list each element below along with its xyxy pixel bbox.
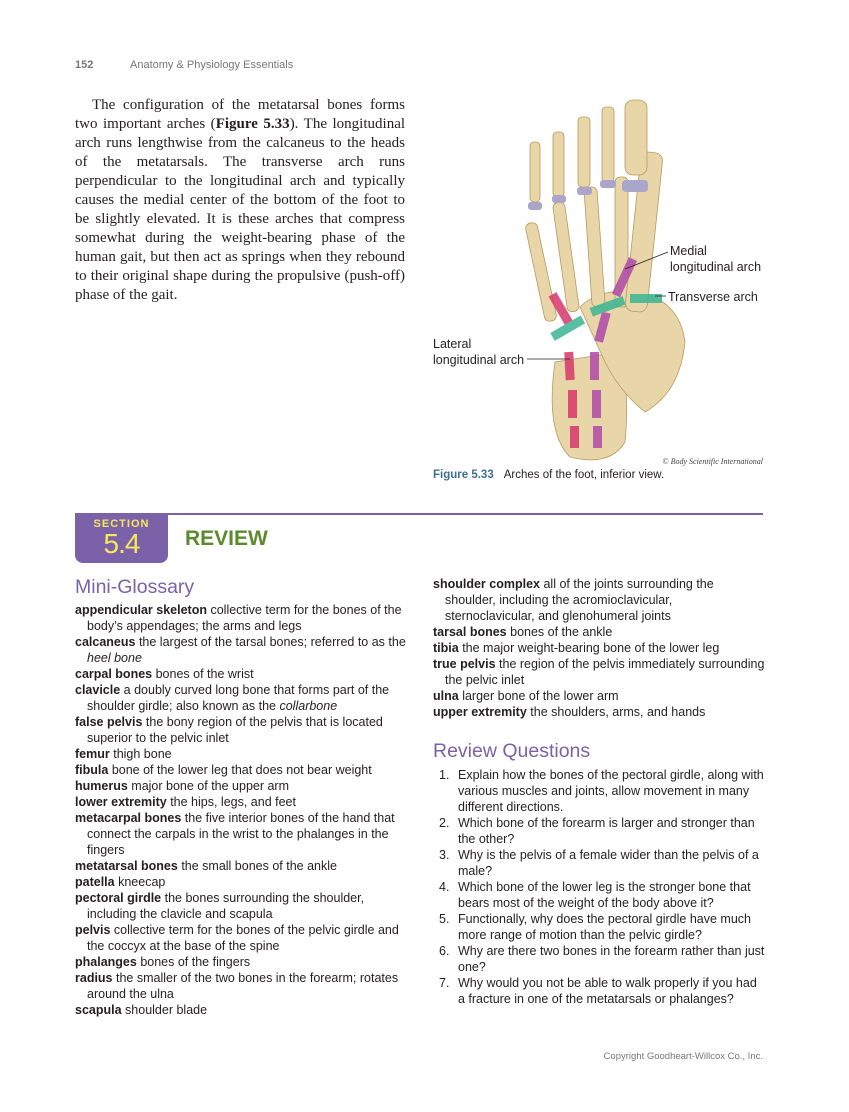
glossary-term: clavicle: [75, 683, 121, 697]
foot-arches-illustration: [430, 92, 770, 462]
question-text: Functionally, why does the pectoral girdle have much more range of motion than the pelvic girdle?: [458, 912, 751, 942]
intro-text: ). The longitudinal arch runs lengthwise from the calcaneus to the heads of the metatarsals. The transverse arch runs perpendicular to the longitudinal arch and typically causes the medial center of the bottom of the foot to be slightly elevated. It is these arches that compress somewhat during the weight-bearing phase of the human gait, but then act as springs when they rebound to their original shape during the propulsive (push-off) phase of the gait.: [75, 116, 406, 303]
glossary-entry: [75, 762, 407, 778]
review-question: [433, 879, 765, 911]
review-questions-heading: Review Questions: [433, 740, 591, 762]
glossary-definition: the largest of the tarsal bones; referred to as the: [138, 635, 406, 649]
question-number: 6.: [439, 944, 450, 958]
glossary-term: patella: [75, 875, 115, 889]
glossary-term: tarsal bones: [433, 625, 507, 639]
glossary-definition: bones of the fingers: [140, 955, 251, 969]
question-number: 4.: [439, 880, 450, 894]
question-text: Which bone of the forearm is larger and stronger than the other?: [458, 816, 755, 846]
glossary-entry: [433, 656, 765, 688]
question-text: Why would you not be able to walk properly if you had a fracture in one of the metatarsals or phalanges?: [458, 976, 757, 1006]
section-label: SECTION: [93, 518, 150, 530]
glossary-entry: [75, 714, 407, 746]
glossary-entry: [75, 858, 407, 874]
question-text: Why are there two bones in the forearm rather than just one?: [458, 944, 765, 974]
question-text: Which bone of the lower leg is the stronger bone that bears most of the weight of the body above it?: [458, 880, 751, 910]
glossary-right-column: [433, 576, 765, 720]
glossary-definition: the small bones of the ankle: [181, 859, 337, 873]
figure-caption-text: Arches of the foot, inferior view.: [503, 469, 665, 481]
glossary-definition: a doubly curved long bone that forms part of the shoulder girdle; also known as the: [87, 683, 390, 713]
glossary-term: humerus: [75, 779, 128, 793]
review-questions-list: [433, 767, 765, 1007]
glossary-entry: [75, 682, 407, 714]
glossary-definition: collective term for the bones of the pelvic girdle and the coccyx at the base of the spine: [87, 923, 399, 953]
glossary-definition: the five interior bones of the hand that connect the carpals in the wrist to the phalanges in the fingers: [87, 811, 395, 857]
glossary-definition: bones of the wrist: [155, 667, 254, 681]
glossary-definition: kneecap: [118, 875, 166, 889]
glossary-entry: [75, 666, 407, 682]
glossary-definition: the hips, legs, and feet: [170, 795, 296, 809]
glossary-entry: [75, 810, 407, 858]
review-question: [433, 847, 765, 879]
glossary-term: false pelvis: [75, 715, 143, 729]
glossary-definition: all of the joints surrounding the shoulder, including the acromioclavicular, sternoclavicular, and glenohumeral joints: [445, 577, 714, 623]
review-question: [433, 815, 765, 847]
glossary-definition: shoulder blade: [125, 1003, 208, 1017]
glossary-entry: [75, 602, 407, 634]
glossary-definition: collective term for the bones of the body’s appendages; the arms and legs: [87, 603, 402, 633]
label-line: longitudinal arch: [433, 353, 525, 367]
glossary-definition: the smaller of the two bones in the forearm; rotates around the ulna: [87, 971, 399, 1001]
glossary-entry: [75, 634, 407, 666]
intro-paragraph: [75, 96, 405, 305]
section-title: REVIEW: [185, 527, 268, 550]
glossary-entry: [433, 624, 765, 640]
intro-text: The configuration of the metatarsal bones forms two important arches (: [75, 97, 405, 132]
review-question: [433, 911, 765, 943]
glossary-term: tibia: [433, 641, 459, 655]
glossary-term: appendicular skeleton: [75, 603, 207, 617]
glossary-entry: [75, 922, 407, 954]
review-question: [433, 767, 765, 815]
label-line: longitudinal arch: [670, 260, 762, 274]
glossary-entry: [75, 874, 407, 890]
figure-number: Figure 5.33: [433, 469, 494, 481]
glossary-term: metacarpal bones: [75, 811, 182, 825]
question-number: 7.: [439, 976, 450, 990]
figure-caption: [433, 469, 664, 481]
glossary-definition: major bone of the upper arm: [131, 779, 290, 793]
glossary-term: shoulder complex: [433, 577, 540, 591]
glossary-entry: [433, 576, 765, 624]
glossary-entry: [75, 778, 407, 794]
label-medial-arch: [670, 243, 761, 275]
glossary-definition: the major weight-bearing bone of the lower leg: [462, 641, 720, 655]
image-credit: © Body Scientific International: [662, 457, 763, 466]
glossary-definition: bones of the ankle: [510, 625, 613, 639]
glossary-definition: bone of the lower leg that does not bear weight: [111, 763, 372, 777]
glossary-term: fibula: [75, 763, 109, 777]
glossary-term: pelvis: [75, 923, 111, 937]
glossary-term: ulna: [433, 689, 459, 703]
figure-reference: Figure 5.33: [215, 116, 290, 132]
label-lateral-arch: [433, 336, 524, 368]
glossary-entry: [75, 954, 407, 970]
glossary-entry: [75, 970, 407, 1002]
glossary-entry: [75, 1002, 407, 1018]
question-number: 2.: [439, 816, 450, 830]
glossary-heading: Mini-Glossary: [75, 576, 195, 598]
glossary-definition: the shoulders, arms, and hands: [530, 705, 706, 719]
glossary-term: metatarsal bones: [75, 859, 178, 873]
page-number: 152: [75, 59, 94, 71]
review-question: [433, 975, 765, 1007]
glossary-term: femur: [75, 747, 110, 761]
review-question: [433, 943, 765, 975]
glossary-entry: [433, 704, 765, 720]
glossary-definition: the bones surrounding the shoulder, including the clavicle and scapula: [87, 891, 365, 921]
glossary-term: true pelvis: [433, 657, 496, 671]
section-badge: [75, 513, 168, 563]
copyright-footer: Copyright Goodheart-Willcox Co., Inc.: [603, 1051, 763, 1062]
question-text: Why is the pelvis of a female wider than the pelvis of a male?: [458, 848, 759, 878]
glossary-term: phalanges: [75, 955, 137, 969]
glossary-entry: [75, 746, 407, 762]
running-header: Anatomy & Physiology Essentials: [130, 59, 294, 71]
section-divider: [75, 513, 763, 515]
glossary-term: carpal bones: [75, 667, 153, 681]
glossary-term: calcaneus: [75, 635, 136, 649]
glossary-entry: [433, 640, 765, 656]
section-number: 5.4: [103, 528, 140, 559]
glossary-term: radius: [75, 971, 113, 985]
glossary-term: pectoral girdle: [75, 891, 162, 905]
glossary-definition: thigh bone: [113, 747, 172, 761]
glossary-entry: [433, 688, 765, 704]
glossary-left-column: [75, 602, 407, 1018]
glossary-term: upper extremity: [433, 705, 527, 719]
glossary-term: lower extremity: [75, 795, 167, 809]
question-number: 1.: [439, 768, 450, 782]
question-text: Explain how the bones of the pectoral girdle, along with various muscles and joints, allow movement in many different directions.: [458, 768, 764, 814]
glossary-emphasis: collarbone: [279, 699, 338, 713]
glossary-emphasis: heel bone: [87, 651, 142, 665]
glossary-entry: [75, 794, 407, 810]
label-line: Medial: [670, 244, 707, 258]
question-number: 5.: [439, 912, 450, 926]
glossary-entry: [75, 890, 407, 922]
label-transverse-arch: Transverse arch: [668, 290, 758, 304]
glossary-definition: the region of the pelvis immediately surrounding the pelvic inlet: [445, 657, 765, 687]
label-line: Lateral: [433, 337, 472, 351]
glossary-term: scapula: [75, 1003, 122, 1017]
glossary-definition: larger bone of the lower arm: [462, 689, 619, 703]
glossary-definition: the bony region of the pelvis that is located superior to the pelvic inlet: [87, 715, 383, 745]
question-number: 3.: [439, 848, 450, 862]
